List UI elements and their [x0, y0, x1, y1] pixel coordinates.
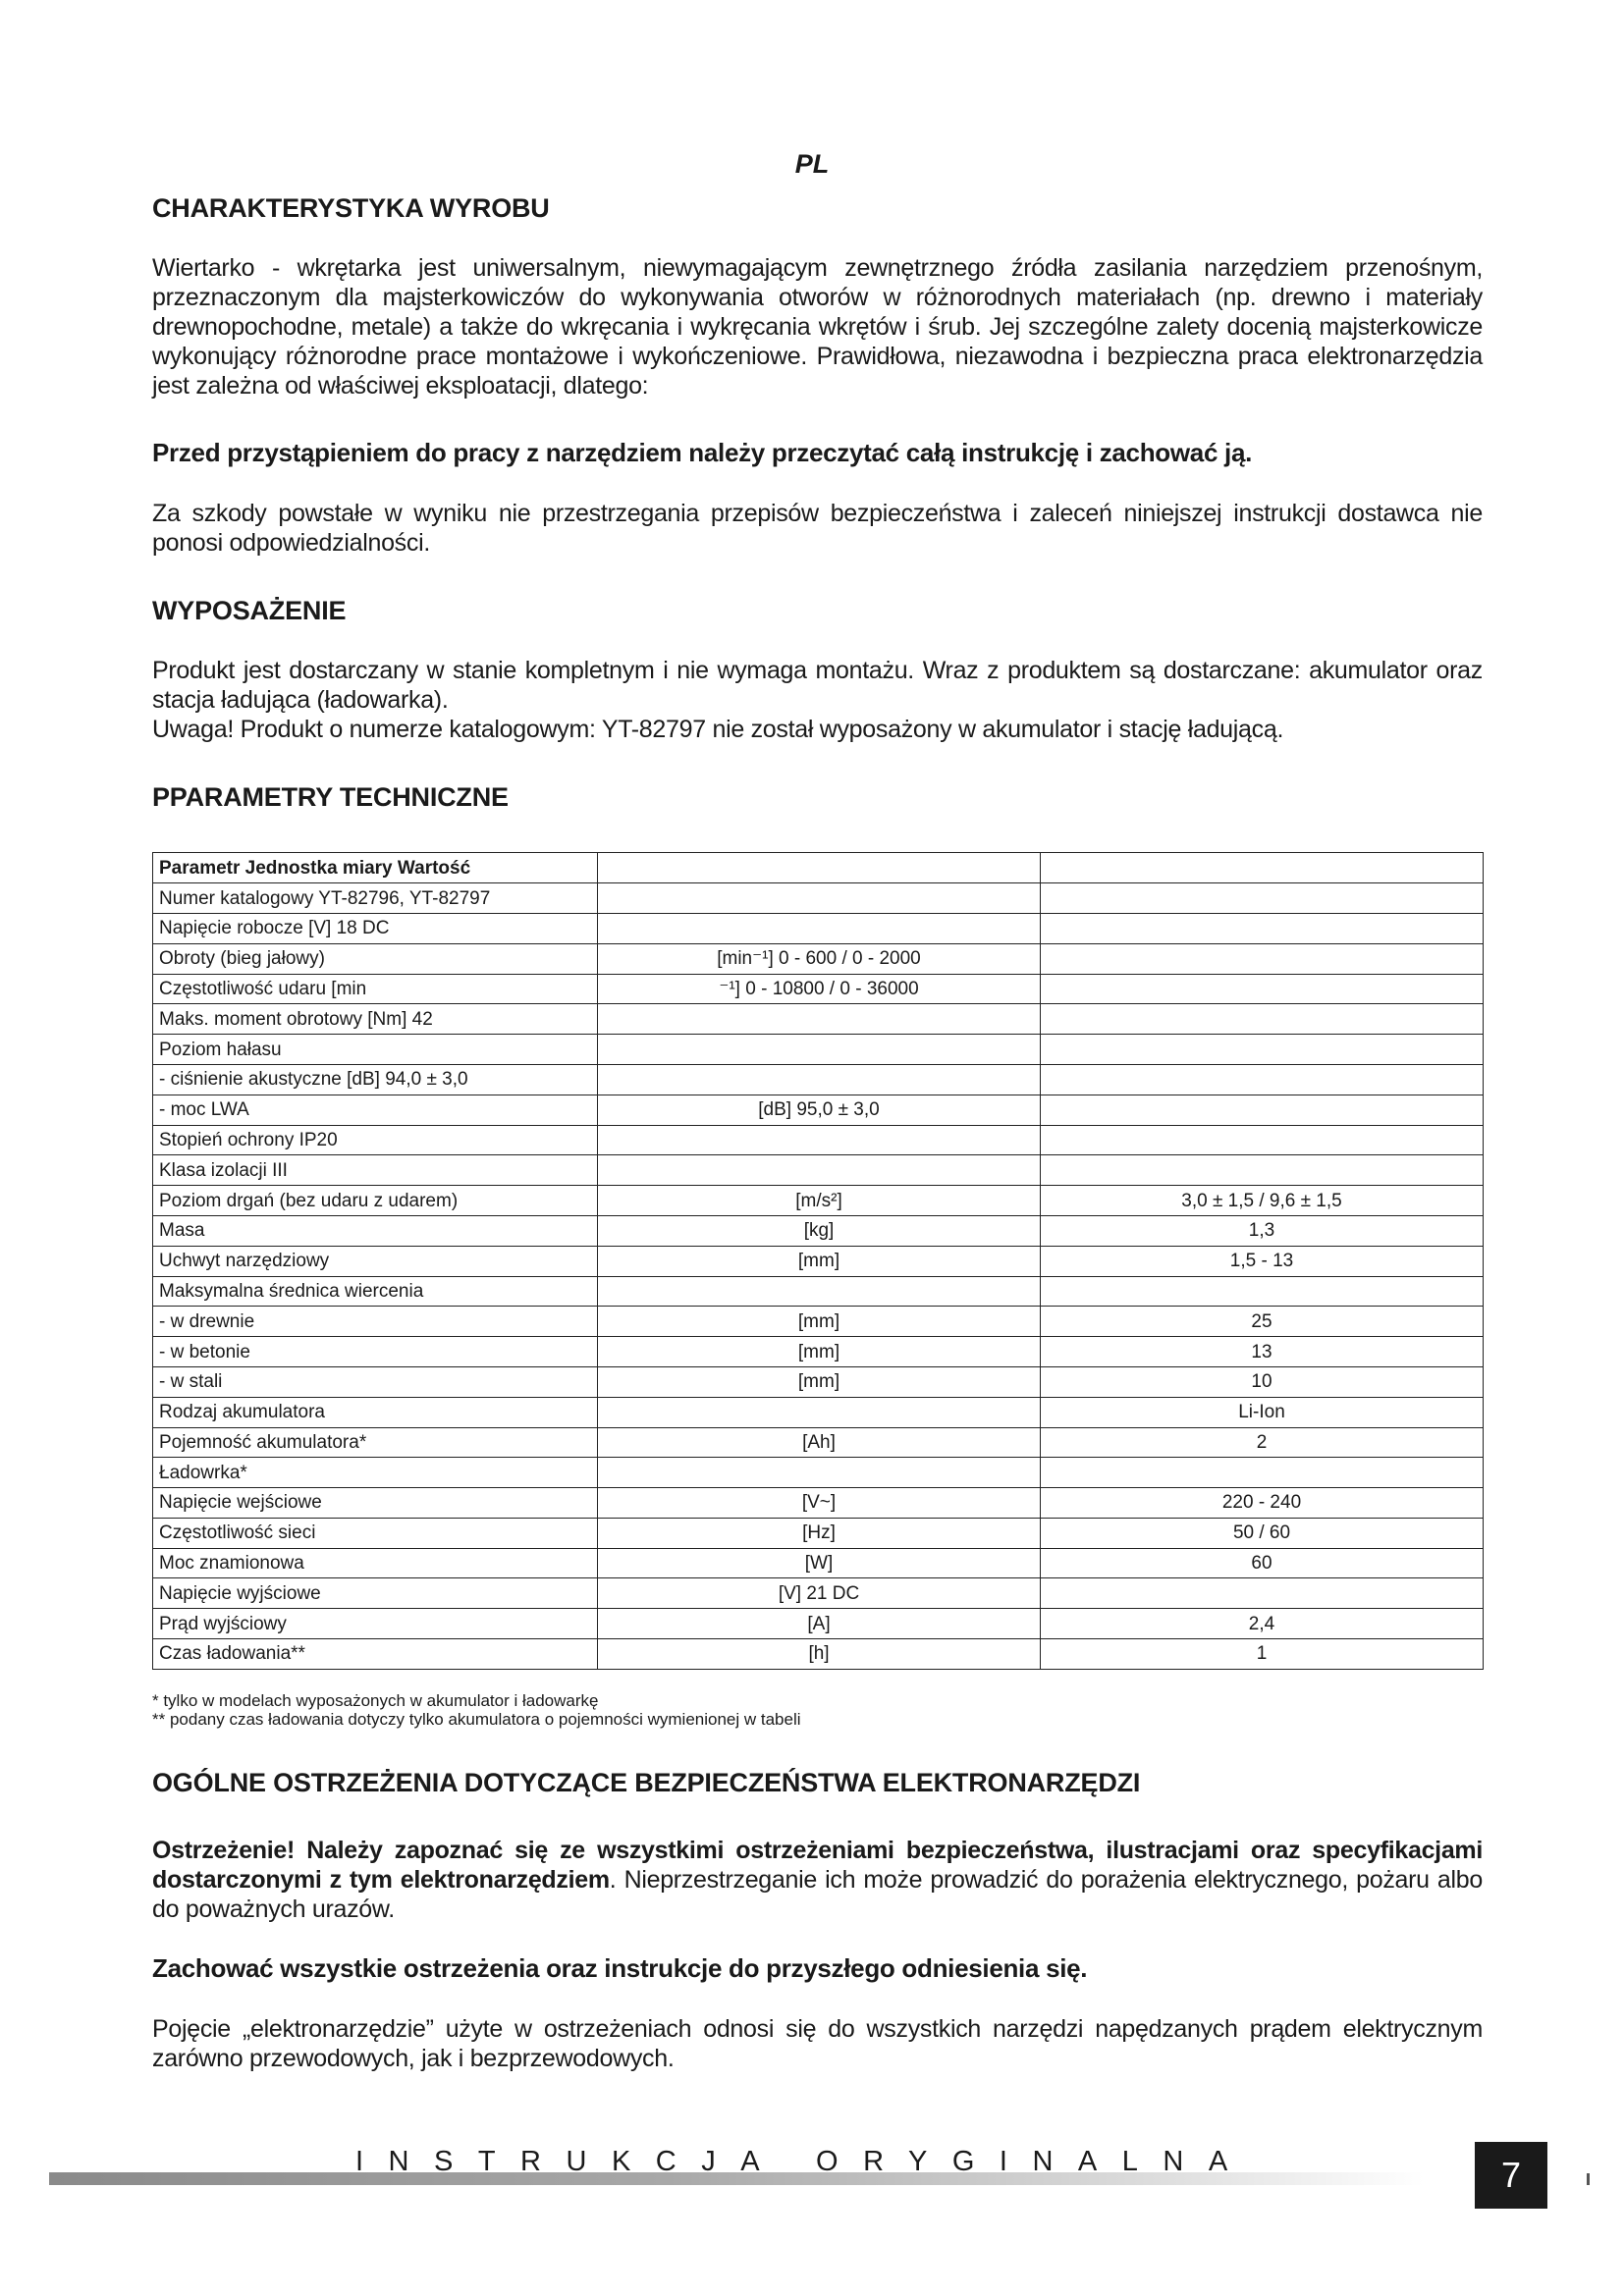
spec-row: [153, 1578, 1484, 1609]
spec-unit: [598, 1155, 1041, 1186]
spec-row: [153, 1064, 1484, 1095]
safety-warning: [152, 1836, 1483, 1924]
page-number: 7: [1475, 2142, 1547, 2209]
spec-value: [1041, 974, 1484, 1004]
heading-ostrzezenia: OGÓLNE OSTRZEŻENIA DOTYCZĄCE BEZPIECZEŃSTWA ELEKTRONARZĘDZI: [152, 1767, 1141, 1797]
spec-value: [1041, 1064, 1484, 1095]
spec-row: [153, 1215, 1484, 1246]
spec-row: [153, 913, 1484, 943]
spec-row: [153, 853, 1484, 883]
page-content: [152, 192, 1483, 2073]
safety-warning-bold: Ostrzeżenie! Należy zapoznać się ze wszystkimi ostrzeżeniami bezpieczeństwa, ilustracjami oraz specyfikacjami dostarczonymi z tym elektronarzędziem: [152, 1837, 1483, 1895]
spec-value: 2: [1041, 1427, 1484, 1458]
spec-value: 1,5 - 13: [1041, 1246, 1484, 1276]
spec-row: [153, 1548, 1484, 1578]
spec-parameter: - w drewnie: [153, 1307, 598, 1337]
spec-value: [1041, 1035, 1484, 1065]
spec-row: [153, 1458, 1484, 1488]
spec-parameter: Rodzaj akumulatora: [153, 1397, 598, 1427]
spec-value: Li-Ion: [1041, 1397, 1484, 1427]
spec-row: [153, 1186, 1484, 1216]
spec-unit: [W]: [598, 1548, 1041, 1578]
spec-row: [153, 1155, 1484, 1186]
spec-value: [1041, 1004, 1484, 1035]
equipment-description: Produkt jest dostarczany w stanie kompletnym i nie wymaga montażu. Wraz z produktem są dostarczane: akumulator oraz stacja ładująca (ładowarka).: [152, 656, 1483, 714]
spec-value: [1041, 913, 1484, 943]
spec-value: 2,4: [1041, 1609, 1484, 1639]
spec-value: [1041, 1125, 1484, 1155]
spec-unit: [598, 1035, 1041, 1065]
spec-row: [153, 1488, 1484, 1519]
footnote-1: * tylko w modelach wyposażonych w akumulator i ładowarkę: [152, 1690, 599, 1710]
spec-unit: [Hz]: [598, 1518, 1041, 1548]
spec-parameter: - w stali: [153, 1366, 598, 1397]
spec-row: [153, 1004, 1484, 1035]
spec-unit: [Ah]: [598, 1427, 1041, 1458]
spec-unit: ⁻¹] 0 - 10800 / 0 - 36000: [598, 974, 1041, 1004]
spec-parameter: Stopień ochrony IP20: [153, 1125, 598, 1155]
keep-instructions-note: Zachować wszystkie ostrzeżenia oraz instrukcje do przyszłego odniesienia się.: [152, 1953, 1088, 1984]
spec-row: [153, 1035, 1484, 1065]
page-edge-mark: [1587, 2173, 1590, 2185]
spec-parameter: Klasa izolacji III: [153, 1155, 598, 1186]
spec-value: [1041, 853, 1484, 883]
spec-value: [1041, 1276, 1484, 1307]
spec-unit: [dB] 95,0 ± 3,0: [598, 1095, 1041, 1125]
spec-unit: [598, 1125, 1041, 1155]
heading-charakterystyka: CHARAKTERYSTYKA WYROBU: [152, 193, 550, 223]
read-instructions-note: Przed przystąpieniem do pracy z narzędziem należy przeczytać całą instrukcję i zachować ją.: [152, 438, 1253, 468]
spec-unit: [h]: [598, 1639, 1041, 1670]
spec-value: [1041, 943, 1484, 974]
spec-parameter: Ładowrka*: [153, 1458, 598, 1488]
spec-unit: [598, 1458, 1041, 1488]
spec-unit: [mm]: [598, 1337, 1041, 1367]
spec-row: [153, 1427, 1484, 1458]
spec-value: 60: [1041, 1548, 1484, 1578]
spec-row: [153, 1246, 1484, 1276]
spec-value: 1,3: [1041, 1215, 1484, 1246]
spec-unit: [598, 1064, 1041, 1095]
spec-row: [153, 1125, 1484, 1155]
spec-parameter: - w betonie: [153, 1337, 598, 1367]
spec-value: [1041, 1095, 1484, 1125]
spec-unit: [V] 21 DC: [598, 1578, 1041, 1609]
heading-parametry: PPARAMETRY TECHNICZNE: [152, 781, 509, 812]
spec-parameter: Czas ładowania**: [153, 1639, 598, 1670]
spec-value: 50 / 60: [1041, 1518, 1484, 1548]
spec-value: [1041, 883, 1484, 914]
spec-unit: [598, 853, 1041, 883]
spec-unit: [598, 1397, 1041, 1427]
spec-parameter: Parametr Jednostka miary Wartość: [153, 853, 598, 883]
spec-row: [153, 1307, 1484, 1337]
spec-value: 3,0 ± 1,5 / 9,6 ± 1,5: [1041, 1186, 1484, 1216]
spec-unit: [mm]: [598, 1366, 1041, 1397]
spec-parameter: Pojemność akumulatora*: [153, 1427, 598, 1458]
power-tool-definition: Pojęcie „elektronarzędzie” użyte w ostrzeżeniach odnosi się do wszystkich narzędzi napędzanych prądem elektrycznym zarówno przewodowych, jak i bezprzewodowych.: [152, 2014, 1483, 2072]
spec-value: [1041, 1458, 1484, 1488]
spec-parameter: - ciśnienie akustyczne [dB] 94,0 ± 3,0: [153, 1064, 598, 1095]
spec-row: [153, 1366, 1484, 1397]
spec-unit: [mm]: [598, 1307, 1041, 1337]
table-footnotes: [152, 1691, 1483, 1730]
spec-unit: [598, 1004, 1041, 1035]
safety-warning-rest: . Nieprzestrzeganie ich może prowadzić do porażenia elektrycznego, pożaru albo do poważnych urazów.: [152, 1866, 1484, 1924]
spec-row: [153, 943, 1484, 974]
spec-parameter: Moc znamionowa: [153, 1548, 598, 1578]
spec-row: [153, 1639, 1484, 1670]
spec-value: 25: [1041, 1307, 1484, 1337]
spec-parameter: Numer katalogowy YT-82796, YT-82797: [153, 883, 598, 914]
spec-unit: [min⁻¹] 0 - 600 / 0 - 2000: [598, 943, 1041, 974]
spec-row: [153, 1276, 1484, 1307]
spec-row: [153, 1095, 1484, 1125]
spec-row: [153, 974, 1484, 1004]
spec-parameter: Uchwyt narzędziowy: [153, 1246, 598, 1276]
spec-value: 220 - 240: [1041, 1488, 1484, 1519]
spec-unit: [598, 913, 1041, 943]
spec-value: 1: [1041, 1639, 1484, 1670]
language-code: PL: [794, 149, 830, 179]
spec-parameter: Maksymalna średnica wiercenia: [153, 1276, 598, 1307]
spec-row: [153, 1337, 1484, 1367]
spec-parameter: Obroty (bieg jałowy): [153, 943, 598, 974]
spec-row: [153, 1518, 1484, 1548]
spec-value: 10: [1041, 1366, 1484, 1397]
spec-parameter: Maks. moment obrotowy [Nm] 42: [153, 1004, 598, 1035]
spec-parameter: Częstotliwość sieci: [153, 1518, 598, 1548]
footer-title: INSTRUKCJA ORYGINALNA: [355, 2146, 1253, 2177]
spec-unit: [m/s²]: [598, 1186, 1041, 1216]
spec-row: [153, 1609, 1484, 1639]
heading-wyposazenie: WYPOSAŻENIE: [152, 595, 347, 625]
spec-value: [1041, 1578, 1484, 1609]
spec-parameter: Napięcie wejściowe: [153, 1488, 598, 1519]
spec-parameter: Napięcie robocze [V] 18 DC: [153, 913, 598, 943]
spec-value: 13: [1041, 1337, 1484, 1367]
spec-unit: [mm]: [598, 1246, 1041, 1276]
spec-row: [153, 1397, 1484, 1427]
product-description: Wiertarko - wkrętarka jest uniwersalnym, niewymagającym zewnętrznego źródła zasilania narzędziem przenośnym, przeznaczonym dla majsterkowiczów do wykonywania otworów w różnorodnych materiałach (np. drewno i materiały drewnopochodne, metale) a także do wkręcania i wykręcania wkrętów i śrub. Jej szczególne zalety docenią majsterkowicze wykonujący różnorodne prace montażowe i wykończeniowe. Prawidłowa, niezawodna i bezpieczna praca elektronarzędzia jest zależna od właściwej eksploatacji, dlatego:: [152, 254, 1483, 400]
spec-parameter: Częstotliwość udaru [min: [153, 974, 598, 1004]
spec-unit: [kg]: [598, 1215, 1041, 1246]
spec-unit: [V~]: [598, 1488, 1041, 1519]
spec-parameter: Prąd wyjściowy: [153, 1609, 598, 1639]
spec-unit: [598, 1276, 1041, 1307]
spec-value: [1041, 1155, 1484, 1186]
spec-row: [153, 883, 1484, 914]
spec-parameter: Poziom drgań (bez udaru z udarem): [153, 1186, 598, 1216]
equipment-warning: Uwaga! Produkt o numerze katalogowym: YT-82797 nie został wyposażony w akumulator i stację ładującą.: [152, 715, 1284, 743]
technical-parameters-table: [152, 852, 1484, 1670]
spec-parameter: Masa: [153, 1215, 598, 1246]
liability-note: Za szkody powstałe w wyniku nie przestrzegania przepisów bezpieczeństwa i zaleceń niniejszej instrukcji dostawca nie ponosi odpowiedzialności.: [152, 499, 1483, 557]
spec-parameter: Poziom hałasu: [153, 1035, 598, 1065]
spec-unit: [598, 883, 1041, 914]
spec-unit: [A]: [598, 1609, 1041, 1639]
footnote-2: ** podany czas ładowania dotyczy tylko akumulatora o pojemności wymienionej w tabeli: [152, 1710, 801, 1730]
spec-parameter: Napięcie wyjściowe: [153, 1578, 598, 1609]
spec-parameter: - moc LWA: [153, 1095, 598, 1125]
